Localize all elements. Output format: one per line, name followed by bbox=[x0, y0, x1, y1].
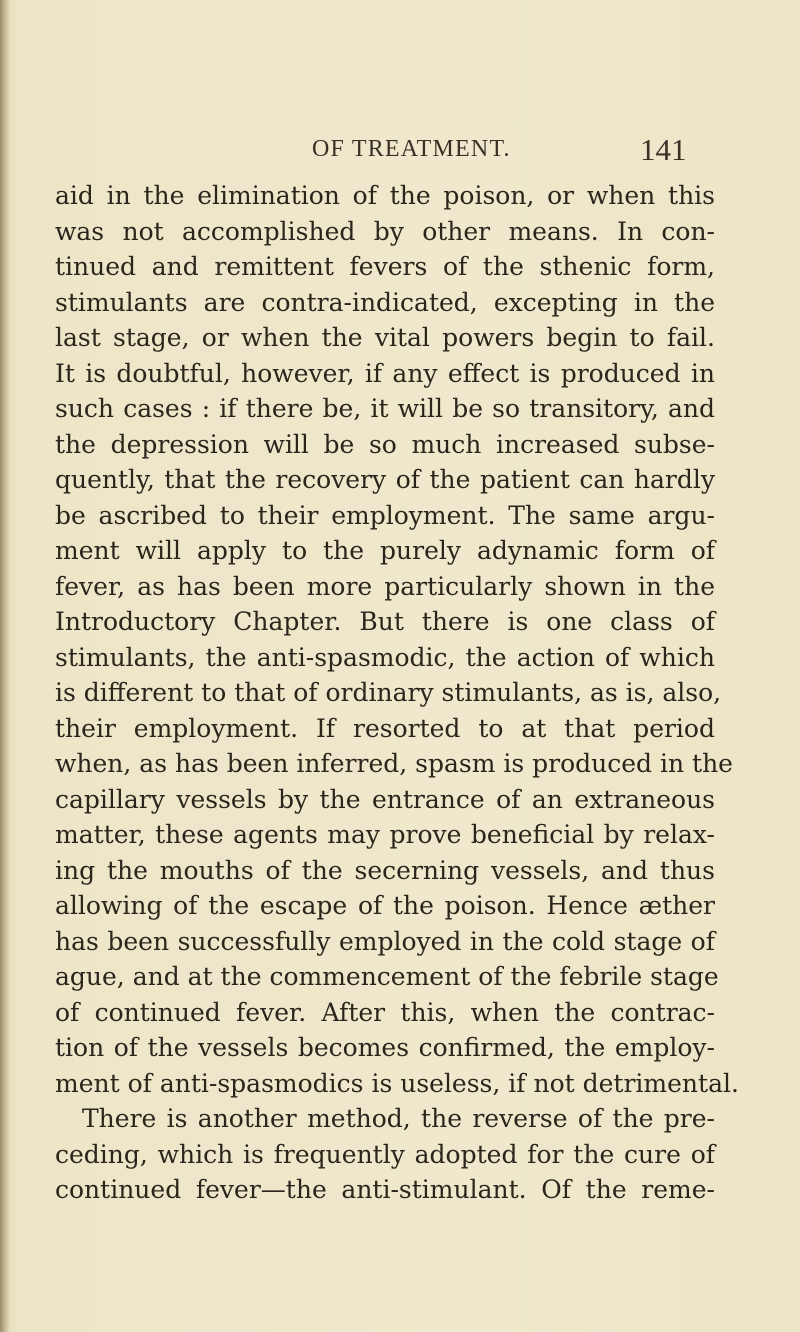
text-line: ment of anti-spasmodics is useless, if not detrimental. bbox=[55, 1068, 739, 1098]
text-line: allowing of the escape of the poison. Hence æther bbox=[55, 891, 715, 920]
text-line: matter, these agents may prove beneficial by relax- bbox=[55, 820, 715, 849]
text-line: fever, as has been more particularly shown in the bbox=[55, 571, 715, 601]
text-line: Introductory Chapter. But there is one class of bbox=[55, 607, 715, 636]
text-line: capillary vessels by the entrance of an extraneous bbox=[55, 784, 715, 814]
page-spine-shadow bbox=[0, 0, 10, 1332]
text-line: It is doubtful, however, if any effect is produced in bbox=[55, 358, 715, 388]
body-text bbox=[55, 178, 739, 1208]
page-number: 141 bbox=[640, 132, 687, 167]
text-line: their employment. If resorted to at that period bbox=[55, 713, 715, 743]
text-line: tinued and remittent fevers of the sthenic form, bbox=[55, 252, 715, 281]
running-head: OF TREATMENT. bbox=[312, 136, 511, 162]
text-line: is different to that of ordinary stimulants, as is, also, bbox=[55, 678, 722, 707]
page-header bbox=[0, 132, 800, 172]
text-line: last stage, or when the vital powers begin to fail. bbox=[55, 323, 715, 352]
text-line: stimulants are contra-indicated, excepting in the bbox=[55, 287, 715, 317]
text-line: has been successfully employed in the cold stage of bbox=[55, 926, 715, 956]
text-line: when, as has been inferred, spasm is produced in the bbox=[55, 749, 733, 778]
text-line: quently, that the recovery of the patient can hardly bbox=[55, 465, 715, 494]
text-line: ceding, which is frequently adopted for the cure of bbox=[55, 1139, 715, 1169]
text-line: was not accomplished by other means. In con- bbox=[55, 216, 715, 246]
text-line: such cases : if there be, it will be so transitory, and bbox=[55, 394, 715, 423]
text-line: of continued fever. After this, when the contrac- bbox=[55, 997, 715, 1027]
text-line: continued fever—the anti-stimulant. Of the reme- bbox=[55, 1175, 715, 1204]
text-line: There is another method, the reverse of the pre- bbox=[82, 1104, 715, 1133]
text-line: ing the mouths of the secerning vessels, and thus bbox=[55, 855, 715, 885]
text-line: the depression will be so much increased subse- bbox=[55, 429, 715, 459]
text-line: be ascribed to their employment. The same argu- bbox=[55, 500, 715, 530]
text-line: ague, and at the commencement of the febrile stage bbox=[55, 962, 719, 991]
text-line: ment will apply to the purely adynamic form of bbox=[55, 536, 715, 565]
text-line: stimulants, the anti-spasmodic, the action of which bbox=[55, 642, 715, 672]
text-line: aid in the elimination of the poison, or when this bbox=[55, 181, 715, 210]
text-line: tion of the vessels becomes confirmed, the employ- bbox=[55, 1033, 715, 1062]
